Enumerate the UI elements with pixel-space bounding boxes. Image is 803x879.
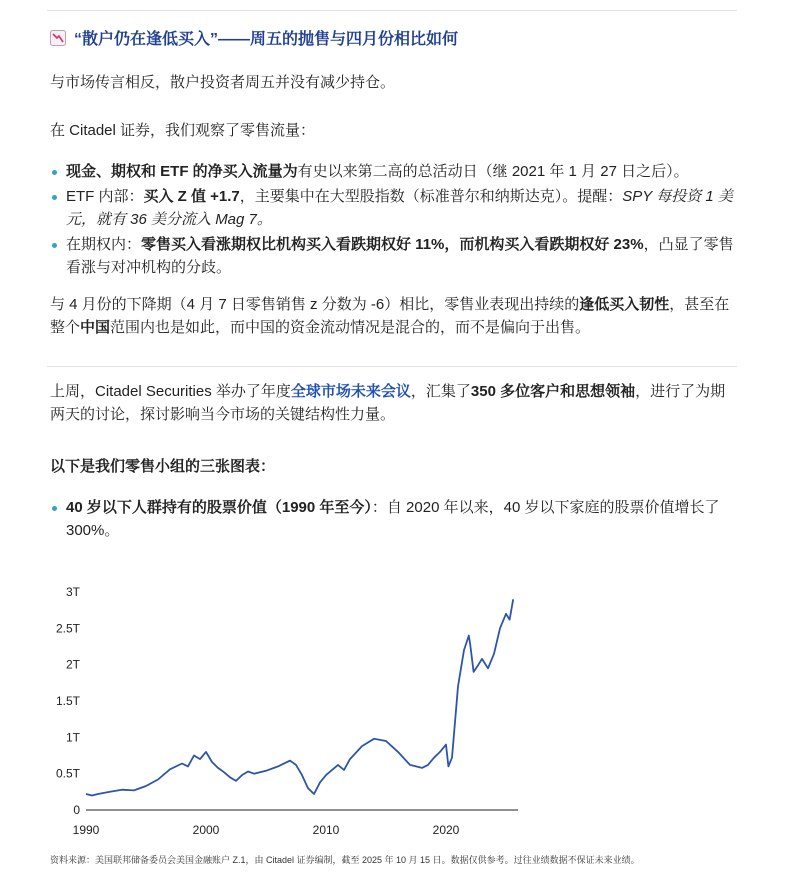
equity-value-chart xyxy=(48,575,528,845)
retail-flow-list xyxy=(50,160,740,281)
chart-decreasing-icon xyxy=(50,30,66,46)
section-divider xyxy=(47,366,737,367)
charts-intro: 以下是我们零售小组的三张图表： xyxy=(50,458,276,475)
x-tick-label: 2000 xyxy=(192,823,220,837)
x-tick-label: 1990 xyxy=(72,823,100,837)
x-tick-label: 2020 xyxy=(432,823,460,837)
y-tick-label: 2T xyxy=(65,657,80,672)
y-tick-label: 0 xyxy=(73,803,80,817)
paragraph-1: 与市场传言相反，散户投资者周五并没有减少持仓。 xyxy=(50,74,396,91)
y-tick-label: 1.5T xyxy=(55,694,80,708)
paragraph-2: 在 Citadel 证券，我们观察了零售流量： xyxy=(50,122,316,139)
y-tick-label: 3T xyxy=(65,585,80,599)
list-item: ETF 内部：买入 Z 值 +1.7，主要集中在大型股指数（标准普尔和纳斯达克）。提醒：SPY 每投资 1 美元，就有 36 美分流入 Mag 7。 xyxy=(50,185,740,231)
chart-list xyxy=(50,496,740,544)
y-tick-label: 1T xyxy=(65,730,80,745)
list-item: 现金、期权和 ETF 的净买入流量为有史以来第二高的总活动日（继 2021 年 1 月 27 日之后）。 xyxy=(50,160,740,183)
y-tick-label: 0.5T xyxy=(55,766,80,781)
section-heading xyxy=(50,26,458,49)
series-line xyxy=(86,599,513,795)
conference-link[interactable]: 全球市场未来会议 xyxy=(290,383,411,400)
paragraph-4: 上周，Citadel Securities 举办了年度全球市场未来会议，汇集了350 多位客户和思想领袖，进行了为期两天的讨论，探讨影响当今市场的关键结构性力量。 xyxy=(50,383,726,423)
source-note: 资料来源：美国联邦储备委员会美国金融账户 Z.1，由 Citadel 证券编制，截至 2025 年 10 月 15 日。数据仅供参考。过往业绩数据不保证未来业绩。 xyxy=(50,855,640,865)
paragraph-3: 与 4 月份的下降期（4 月 7 日零售销售 z 分数为 -6）相比，零售业表现出持续的逢低买入韧性，甚至在整个中国范围内也是如此，而中国的资金流动情况是混合的，而不是偏向于出售。 xyxy=(50,296,730,336)
list-item: 40 岁以下人群持有的股票价值（1990 年至今）：自 2020 年以来，40 岁以下家庭的股票价值增长了 300%。 xyxy=(50,496,740,542)
heading-title: “散户仍在逢低买入”——周五的抛售与四月份相比如何 xyxy=(74,31,459,48)
list-item: 在期权内：零售买入看涨期权比机构买入看跌期权好 11%，而机构买入看跌期权好 23%，凸显了零售看涨与对冲机构的分歧。 xyxy=(50,233,740,279)
top-divider xyxy=(47,10,737,11)
y-tick-label: 2.5T xyxy=(55,621,80,636)
x-tick-label: 2010 xyxy=(312,823,340,837)
